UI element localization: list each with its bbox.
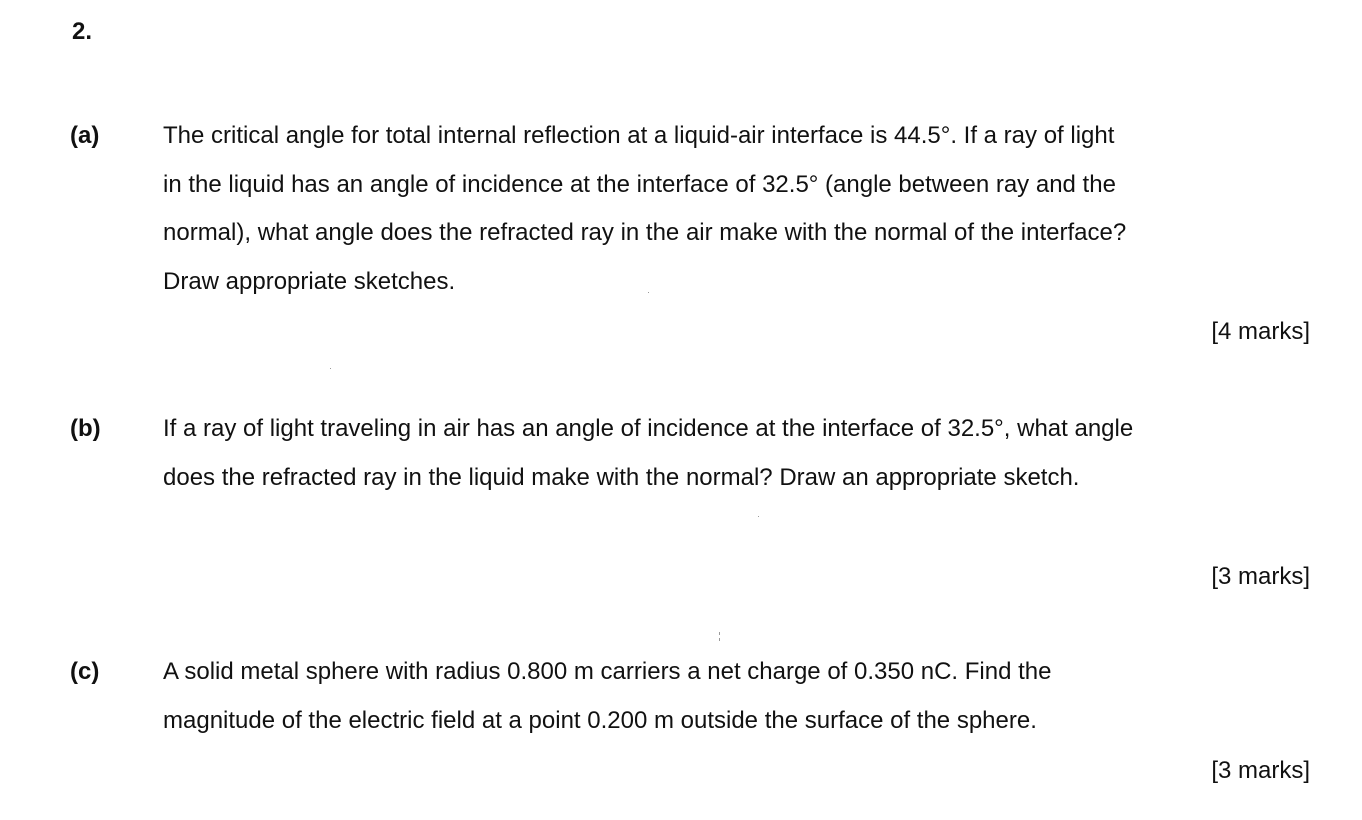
part-a-line-1: The critical angle for total internal reflection at a liquid-air interface is 44.5°. If a ray of light: [163, 122, 1115, 149]
part-c-text: [163, 648, 1328, 745]
scan-speck: [719, 632, 720, 635]
question-number: 2.: [72, 18, 93, 45]
part-b-label: (b): [70, 415, 101, 442]
part-c-label: (c): [70, 658, 100, 685]
scan-speck: [330, 368, 331, 369]
part-a-marks: [4 marks]: [1211, 318, 1310, 345]
part-b-marks: [3 marks]: [1211, 563, 1310, 590]
part-a-line-4: Draw appropriate sketches.: [163, 267, 456, 295]
part-a-label: (a): [70, 122, 100, 149]
part-c-line-2: magnitude of the electric field at a point 0.200 m outside the surface of the sphere.: [163, 706, 1037, 734]
scan-speck: [719, 638, 720, 641]
part-a-line-3: normal), what angle does the refracted ray in the air make with the normal of the interface?: [163, 219, 1127, 246]
part-b-line-1: If a ray of light traveling in air has an angle of incidence at the interface of 32.5°, what angle: [163, 415, 1134, 442]
part-c-marks: [3 marks]: [1211, 757, 1310, 784]
part-b-line-2: does the refracted ray in the liquid make with the normal? Draw an appropriate sketch.: [163, 463, 1080, 491]
scan-speck: [648, 292, 649, 293]
part-a-line-2: in the liquid has an angle of incidence at the interface of 32.5° (angle between ray and the: [163, 170, 1116, 198]
part-a-text: [163, 112, 1328, 306]
part-c-line-1: A solid metal sphere with radius 0.800 m carriers a net charge of 0.350 nC. Find the: [163, 658, 1052, 685]
part-b-text: [163, 405, 1328, 502]
scan-speck: [758, 516, 759, 517]
